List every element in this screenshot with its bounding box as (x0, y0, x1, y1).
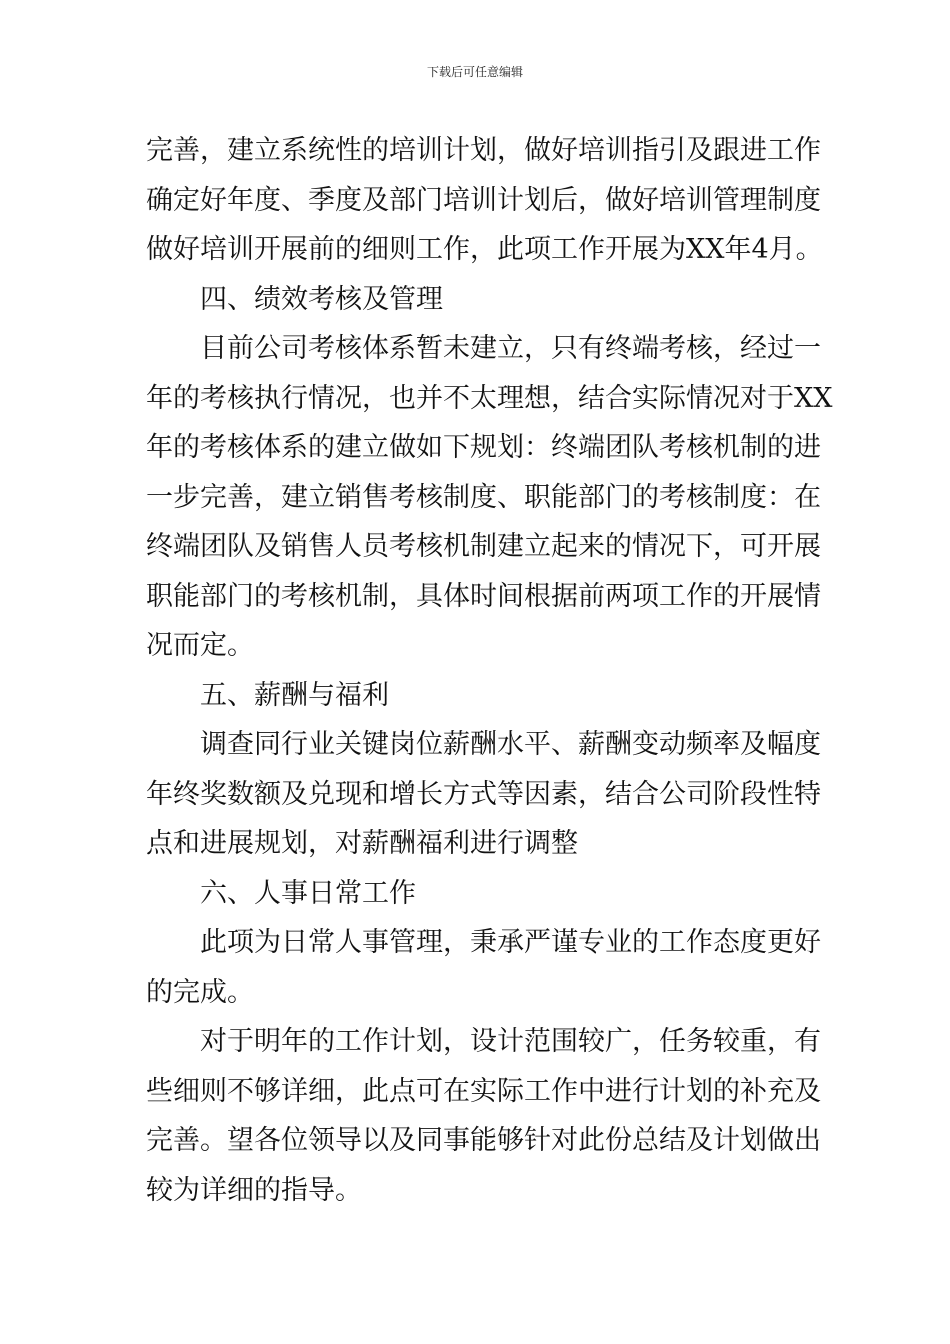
text-line: 终端团队及销售人员考核机制建立起来的情况下，可开展 (146, 531, 821, 562)
text-line: 调查同行业关键岗位薪酬水平、薪酬变动频率及幅度 (200, 729, 821, 760)
text-line: 点和进展规划，对薪酬福利进行调整 (146, 828, 578, 859)
text-line: 目前公司考核体系暂未建立，只有终端考核，经过一 (200, 333, 821, 364)
text-line: 确定好年度、季度及部门培训计划后，做好培训管理制度 (146, 184, 821, 216)
text-line: 况而定。 (146, 630, 254, 661)
text-line: 完善，建立系统性的培训计划，做好培训指引及跟进工作 (146, 135, 821, 166)
page-header: 下载后可任意编辑 (426, 65, 523, 79)
text-line: 年终奖数额及兑现和增长方式等因素，结合公司阶段性特 (146, 778, 821, 810)
text-line: 对于明年的工作计划，设计范围较广，任务较重，有 (200, 1026, 821, 1057)
text-line: 职能部门的考核机制，具体时间根据前两项工作的开展情 (146, 580, 821, 612)
document-body (146, 126, 833, 1215)
section-heading: 四、绩效考核及管理 (200, 283, 443, 315)
text-line: 的完成。 (146, 976, 254, 1008)
section-heading: 五、薪酬与福利 (200, 679, 389, 711)
text-line: 年的考核体系的建立做如下规划：终端团队考核机制的进 (146, 432, 821, 463)
text-line: 此项为日常人事管理，秉承严谨专业的工作态度更好 (200, 927, 821, 958)
text-line: 些细则不够详细，此点可在实际工作中进行计划的补充及 (146, 1075, 821, 1107)
text-line: 完善。望各位领导以及同事能够针对此份总结及计划做出 (146, 1125, 821, 1156)
text-line: 做好培训开展前的细则工作，此项工作开展为XX年4月。 (146, 234, 823, 265)
section-heading: 六、人事日常工作 (200, 877, 416, 909)
text-line: 一步完善，建立销售考核制度、职能部门的考核制度：在 (146, 481, 821, 513)
text-line: 年的考核执行情况，也并不太理想，结合实际情况对于XX (146, 382, 833, 414)
text-line: 较为详细的指导。 (146, 1174, 362, 1206)
